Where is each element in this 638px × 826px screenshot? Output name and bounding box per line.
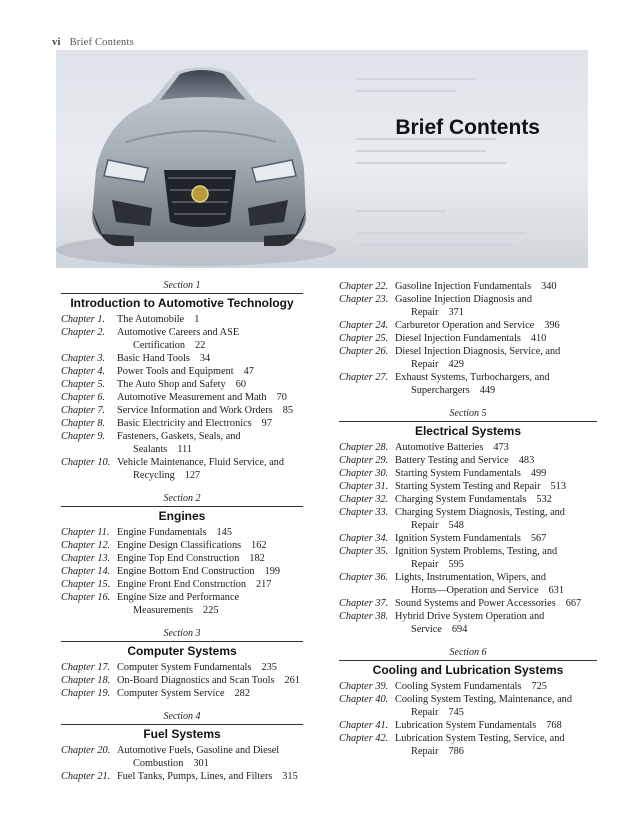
toc-entry[interactable] bbox=[339, 610, 597, 636]
chapter-title: The Automobile bbox=[117, 314, 185, 325]
chapter-title: Engine Bottom End Construction bbox=[117, 566, 255, 577]
toc-right-column bbox=[339, 280, 597, 758]
chapter-label: Chapter 15. bbox=[61, 579, 111, 590]
chapter-title: Cooling System Testing, Maintenance, and bbox=[395, 694, 572, 705]
toc-entry[interactable] bbox=[339, 693, 597, 719]
toc-entry[interactable] bbox=[339, 454, 597, 467]
toc-entry[interactable] bbox=[61, 552, 303, 565]
chapter-title: Charging System Fundamentals bbox=[395, 494, 527, 505]
chapter-title: Cooling System Fundamentals bbox=[395, 681, 522, 692]
page-number: 301 bbox=[193, 758, 209, 769]
toc-entry[interactable] bbox=[339, 732, 597, 758]
chapter-label: Chapter 16. bbox=[61, 592, 111, 603]
chapter-label: Chapter 10. bbox=[61, 457, 111, 468]
page-number: 127 bbox=[184, 470, 201, 481]
chapter-label: Chapter 18. bbox=[61, 675, 111, 686]
page-number: 145 bbox=[216, 527, 232, 538]
toc-entry[interactable] bbox=[339, 506, 597, 532]
chapter-title: Charging System Diagnosis, Testing, and bbox=[395, 507, 565, 518]
chapter-title: Sound Systems and Power Accessories bbox=[395, 598, 556, 609]
toc-section bbox=[61, 628, 303, 700]
page-number: 473 bbox=[493, 442, 509, 453]
chapter-label: Chapter 29. bbox=[339, 455, 389, 466]
toc-section bbox=[339, 408, 597, 636]
chapter-label: Chapter 39. bbox=[339, 681, 389, 692]
toc-entry[interactable] bbox=[61, 313, 303, 326]
page-number: 282 bbox=[234, 688, 250, 699]
page-number: 786 bbox=[448, 746, 464, 757]
chapter-label: Chapter 22. bbox=[339, 281, 389, 292]
chapter-title: Carburetor Operation and Service bbox=[395, 320, 535, 331]
section-label: Section 1 bbox=[163, 280, 201, 291]
page-number: 725 bbox=[531, 681, 547, 692]
page-number: 97 bbox=[261, 418, 272, 429]
chapter-title: Computer System Fundamentals bbox=[117, 662, 252, 673]
page-number: 694 bbox=[451, 624, 468, 635]
chapter-title: Basic Electricity and Electronics bbox=[117, 418, 252, 429]
chapter-title-cont: Repair bbox=[411, 746, 439, 757]
chapter-label: Chapter 3. bbox=[61, 353, 106, 364]
chapter-label: Chapter 17. bbox=[61, 662, 111, 673]
chapter-title-cont: Recycling bbox=[133, 470, 175, 481]
chapter-title: Automotive Fuels, Gasoline and Diesel bbox=[117, 745, 280, 756]
page-number: 85 bbox=[282, 405, 293, 416]
chapter-title-cont: Horns—Operation and Service bbox=[411, 585, 539, 596]
page-number: 631 bbox=[548, 585, 564, 596]
toc-entry[interactable] bbox=[339, 345, 597, 371]
toc-entry[interactable] bbox=[339, 597, 597, 610]
page-number: 410 bbox=[530, 333, 547, 344]
toc-entry[interactable] bbox=[339, 680, 597, 693]
chapter-label: Chapter 8. bbox=[61, 418, 106, 429]
page-number: 217 bbox=[256, 579, 272, 590]
toc-entry[interactable] bbox=[339, 480, 597, 493]
chapter-label: Chapter 26. bbox=[339, 346, 389, 357]
chapter-title: Engine Front End Construction bbox=[117, 579, 246, 590]
chapter-label: Chapter 14. bbox=[61, 566, 111, 577]
chapter-title: Ignition System Fundamentals bbox=[395, 533, 521, 544]
page-number: 396 bbox=[544, 320, 560, 331]
toc-entry[interactable] bbox=[339, 493, 597, 506]
chapter-label: Chapter 5. bbox=[61, 379, 106, 390]
toc-entry[interactable] bbox=[61, 417, 303, 430]
toc-entry[interactable] bbox=[61, 391, 303, 404]
chapter-title: Diesel Injection Diagnosis, Service, and bbox=[395, 346, 561, 357]
page-number: 70 bbox=[276, 392, 287, 403]
chapter-label: Chapter 41. bbox=[339, 720, 389, 731]
toc-entry[interactable] bbox=[61, 365, 303, 378]
chapter-title: Lubrication System Testing, Service, and bbox=[395, 733, 565, 744]
chapter-label: Chapter 23. bbox=[339, 294, 389, 305]
toc-section bbox=[61, 280, 303, 482]
chapter-label: Chapter 7. bbox=[61, 405, 106, 416]
page-number: 235 bbox=[261, 662, 277, 673]
toc-entry[interactable] bbox=[61, 565, 303, 578]
chapter-title: Automotive Measurement and Math bbox=[117, 392, 267, 403]
chapter-label: Chapter 30. bbox=[339, 468, 389, 479]
toc-entry[interactable] bbox=[339, 467, 597, 480]
chapter-label: Chapter 9. bbox=[61, 431, 106, 442]
toc-entry[interactable] bbox=[61, 591, 303, 617]
cover-photo bbox=[56, 50, 588, 268]
section-label: Section 6 bbox=[449, 647, 487, 658]
chapter-label: Chapter 13. bbox=[61, 553, 111, 564]
page-number: 34 bbox=[199, 353, 211, 364]
chapter-label: Chapter 12. bbox=[61, 540, 111, 551]
section-heading: Engines bbox=[61, 506, 303, 523]
toc-entry[interactable] bbox=[339, 571, 597, 597]
toc-entry[interactable] bbox=[61, 456, 303, 482]
toc-entry[interactable] bbox=[61, 661, 303, 674]
chapter-title-cont: Repair bbox=[411, 520, 439, 531]
section-heading: Cooling and Lubrication Systems bbox=[339, 660, 597, 677]
toc-entry[interactable] bbox=[339, 719, 597, 732]
toc-entry[interactable] bbox=[339, 441, 597, 454]
chapter-title: Fuel Tanks, Pumps, Lines, and Filters bbox=[117, 771, 273, 782]
toc-entry[interactable] bbox=[339, 371, 597, 397]
chapter-title: Starting System Fundamentals bbox=[395, 468, 521, 479]
chapter-title: Engine Size and Performance bbox=[117, 592, 240, 603]
chapter-title-cont: Service bbox=[411, 624, 442, 635]
toc-entry[interactable] bbox=[61, 744, 303, 770]
toc-entry[interactable] bbox=[61, 687, 303, 700]
section-heading: Introduction to Automotive Technology bbox=[61, 293, 303, 310]
toc-entry[interactable] bbox=[339, 545, 597, 571]
chapter-label: Chapter 6. bbox=[61, 392, 106, 403]
chapter-label: Chapter 34. bbox=[339, 533, 389, 544]
page-number: 371 bbox=[448, 307, 464, 318]
chapter-title: The Auto Shop and Safety bbox=[117, 379, 226, 390]
chapter-label: Chapter 35. bbox=[339, 546, 389, 557]
page-number: 261 bbox=[284, 675, 300, 686]
chapter-title: Gasoline Injection Diagnosis and bbox=[395, 294, 532, 305]
toc-section bbox=[61, 493, 303, 617]
chapter-label: Chapter 21. bbox=[61, 771, 111, 782]
chapter-title: Vehicle Maintenance, Fluid Service, and bbox=[117, 457, 284, 468]
section-heading: Computer Systems bbox=[61, 641, 303, 658]
chapter-title-cont: Sealants bbox=[133, 444, 168, 455]
page-number: 199 bbox=[264, 566, 281, 577]
chapter-title: Power Tools and Equipment bbox=[117, 366, 234, 377]
chapter-title-cont: Measurements bbox=[133, 605, 194, 616]
page-number: 745 bbox=[448, 707, 464, 718]
chapter-title-cont: Combustion bbox=[133, 758, 184, 769]
chapter-label: Chapter 20. bbox=[61, 745, 111, 756]
toc-entry[interactable] bbox=[339, 280, 597, 293]
page-number: 595 bbox=[448, 559, 464, 570]
chapter-label: Chapter 11. bbox=[61, 527, 110, 538]
page-folio: vi bbox=[52, 37, 61, 48]
chapter-title: Service Information and Work Orders bbox=[117, 405, 273, 416]
section-heading: Fuel Systems bbox=[61, 724, 303, 741]
chapter-label: Chapter 25. bbox=[339, 333, 389, 344]
chapter-label: Chapter 38. bbox=[339, 611, 389, 622]
chapter-title: Diesel Injection Fundamentals bbox=[395, 333, 521, 344]
chapter-title: Automotive Careers and ASE bbox=[117, 327, 240, 338]
chapter-label: Chapter 27. bbox=[339, 372, 389, 383]
page-number: 667 bbox=[565, 598, 582, 609]
toc-entry[interactable] bbox=[61, 578, 303, 591]
chapter-title: Exhaust Systems, Turbochargers, and bbox=[395, 372, 550, 383]
chapter-label: Chapter 1. bbox=[61, 314, 106, 325]
chapter-title-cont: Superchargers bbox=[411, 385, 470, 396]
chapter-label: Chapter 31. bbox=[339, 481, 389, 492]
chapter-title-cont: Repair bbox=[411, 559, 439, 570]
chapter-title: Hybrid Drive System Operation and bbox=[395, 611, 545, 622]
toc-entry[interactable] bbox=[61, 378, 303, 391]
running-head-title: Brief Contents bbox=[69, 37, 134, 48]
chapter-label: Chapter 2. bbox=[61, 327, 106, 338]
page-number: 1 bbox=[194, 314, 200, 325]
toc-entry[interactable] bbox=[61, 326, 303, 352]
page-number: 340 bbox=[541, 281, 557, 292]
chapter-title: Starting System Testing and Repair bbox=[395, 481, 541, 492]
chapter-label: Chapter 37. bbox=[339, 598, 389, 609]
chapter-title: Lubrication System Fundamentals bbox=[395, 720, 537, 731]
chapter-title-cont: Repair bbox=[411, 707, 439, 718]
section-label: Section 4 bbox=[163, 711, 201, 722]
toc-entry[interactable] bbox=[61, 539, 303, 552]
running-head bbox=[52, 37, 134, 48]
page-number: 225 bbox=[203, 605, 219, 616]
toc-entry[interactable] bbox=[61, 352, 303, 365]
chapter-title: Ignition System Problems, Testing, and bbox=[395, 546, 558, 557]
chapter-label: Chapter 36. bbox=[339, 572, 389, 583]
chapter-title: Battery Testing and Service bbox=[395, 455, 509, 466]
toc-entry[interactable] bbox=[339, 332, 597, 345]
page-number: 483 bbox=[518, 455, 535, 466]
page-number: 532 bbox=[536, 494, 552, 505]
chapter-title: Automotive Batteries bbox=[395, 442, 484, 453]
toc-left-column bbox=[61, 280, 303, 783]
chapter-label: Chapter 42. bbox=[339, 733, 389, 744]
chapter-title: Computer System Service bbox=[117, 688, 225, 699]
chapter-title: Gasoline Injection Fundamentals bbox=[395, 281, 532, 292]
section-label: Section 5 bbox=[449, 408, 487, 419]
section-label: Section 2 bbox=[163, 493, 201, 504]
page-number: 22 bbox=[195, 340, 206, 351]
page-number: 111 bbox=[177, 444, 193, 455]
toc-entry[interactable] bbox=[61, 674, 303, 687]
page-number: 315 bbox=[282, 771, 298, 782]
page-number: 60 bbox=[235, 379, 246, 390]
chapter-label: Chapter 40. bbox=[339, 694, 389, 705]
page-number: 162 bbox=[251, 540, 267, 551]
page-number: 567 bbox=[530, 533, 547, 544]
page-number: 499 bbox=[530, 468, 547, 479]
chapter-title-cont: Repair bbox=[411, 359, 439, 370]
chapter-title-cont: Repair bbox=[411, 307, 439, 318]
chapter-title-cont: Certification bbox=[133, 340, 186, 351]
toc-section bbox=[339, 647, 597, 758]
chapter-label: Chapter 24. bbox=[339, 320, 389, 331]
toc-section bbox=[61, 711, 303, 783]
chapter-label: Chapter 33. bbox=[339, 507, 389, 518]
chapter-title: Basic Hand Tools bbox=[117, 353, 190, 364]
chapter-title: Engine Top End Construction bbox=[117, 553, 240, 564]
toc-entry[interactable] bbox=[61, 770, 303, 783]
page-number: 47 bbox=[243, 366, 254, 377]
chapter-label: Chapter 32. bbox=[339, 494, 389, 505]
toc-entry[interactable] bbox=[61, 430, 303, 456]
chapter-title: Lights, Instrumentation, Wipers, and bbox=[395, 572, 546, 583]
chapter-title: Fasteners, Gaskets, Seals, and bbox=[117, 431, 241, 442]
toc-section-continued bbox=[339, 280, 597, 397]
chapter-label: Chapter 4. bbox=[61, 366, 106, 377]
section-label: Section 3 bbox=[163, 628, 201, 639]
page-number: 429 bbox=[448, 359, 464, 370]
toc-entry[interactable] bbox=[61, 526, 303, 539]
chapter-label: Chapter 19. bbox=[61, 688, 111, 699]
page-number: 513 bbox=[550, 481, 566, 492]
toc-entry[interactable] bbox=[61, 404, 303, 417]
toc-entry[interactable] bbox=[339, 319, 597, 332]
page-number: 182 bbox=[249, 553, 265, 564]
chapter-title: On-Board Diagnostics and Scan Tools bbox=[117, 675, 275, 686]
car-illustration bbox=[56, 50, 588, 268]
chapter-title: Engine Fundamentals bbox=[117, 527, 207, 538]
chapter-label: Chapter 28. bbox=[339, 442, 389, 453]
page-title: Brief Contents bbox=[395, 116, 540, 139]
toc-entry[interactable] bbox=[339, 293, 597, 319]
toc-entry[interactable] bbox=[339, 532, 597, 545]
chapter-title: Engine Design Classifications bbox=[117, 540, 242, 551]
section-heading: Electrical Systems bbox=[339, 421, 597, 438]
page-number: 768 bbox=[546, 720, 562, 731]
page-number: 548 bbox=[448, 520, 464, 531]
page-number: 449 bbox=[479, 385, 496, 396]
